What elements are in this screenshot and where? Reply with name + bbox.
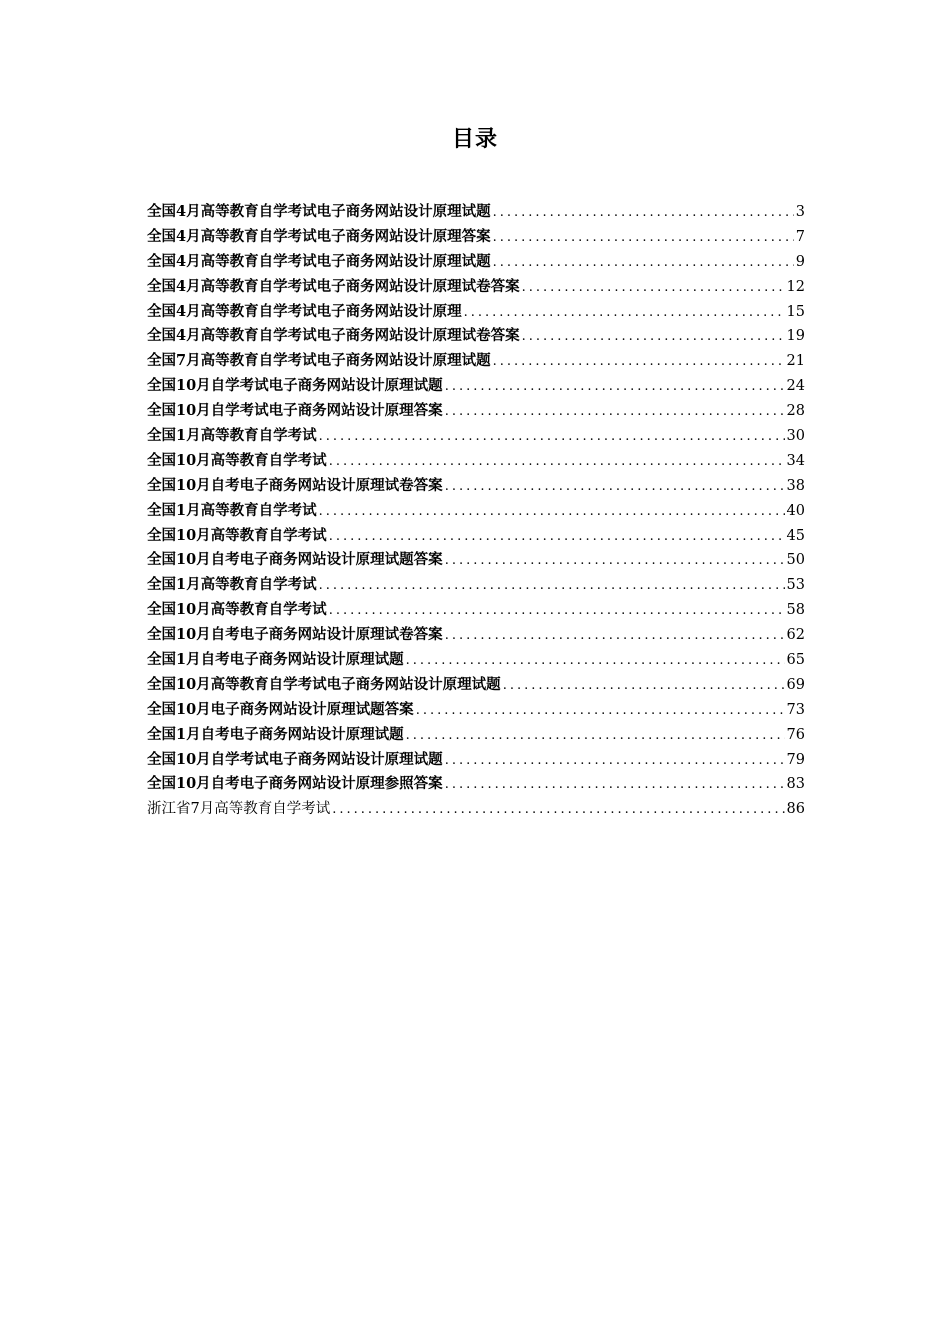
toc-entry-title[interactable]: 全国4月高等教育自学考试电子商务网站设计原理试题 [147, 252, 491, 270]
toc-page-number[interactable]: 34 [786, 452, 805, 469]
toc-entry-title[interactable]: 全国4月高等教育自学考试电子商务网站设计原理试题 [147, 203, 491, 220]
toc-dot-leader [329, 599, 785, 624]
toc-entry-title[interactable]: 浙江省7月高等教育自学考试 [147, 801, 331, 818]
toc-entry-title[interactable]: 全国1月高等教育自学考试 [147, 576, 317, 594]
table-of-contents [147, 200, 805, 822]
toc-page-number[interactable]: 83 [786, 776, 805, 793]
toc-page-number[interactable]: 9 [795, 253, 805, 270]
toc-entry-title[interactable]: 全国10月自考电子商务网站设计原理试卷答案 [147, 626, 443, 644]
toc-entry[interactable] [147, 698, 805, 723]
toc-title: 目录 [451, 127, 498, 152]
toc-entry-title[interactable]: 全国4月高等教育自学考试电子商务网站设计原理试卷答案 [147, 327, 520, 345]
toc-page-number[interactable]: 19 [786, 328, 805, 345]
toc-entry-title[interactable]: 全国1月自考电子商务网站设计原理试题 [147, 725, 404, 743]
toc-page-number[interactable]: 38 [786, 477, 805, 494]
toc-page-number[interactable]: 69 [786, 676, 805, 693]
toc-entry[interactable] [147, 324, 805, 349]
toc-entry-title[interactable]: 全国10月自学考试电子商务网站设计原理答案 [147, 402, 443, 420]
toc-page-number[interactable]: 28 [786, 403, 805, 420]
toc-entry[interactable] [147, 623, 805, 648]
toc-page-number[interactable]: 79 [786, 751, 805, 768]
toc-dot-leader [445, 624, 785, 649]
toc-page-number[interactable]: 58 [786, 602, 805, 619]
toc-entry[interactable] [147, 548, 805, 573]
toc-dot-leader [493, 251, 794, 276]
toc-page-number[interactable]: 45 [786, 527, 805, 544]
toc-page-number[interactable]: 73 [786, 701, 805, 718]
toc-page-number[interactable]: 21 [786, 353, 805, 370]
toc-page-number[interactable]: 40 [786, 502, 805, 519]
toc-dot-leader [493, 201, 794, 226]
toc-dot-leader [332, 798, 784, 823]
toc-dot-leader [445, 375, 785, 400]
toc-entry[interactable] [147, 200, 805, 225]
toc-page-number[interactable]: 7 [795, 228, 805, 245]
toc-page-number[interactable]: 53 [786, 577, 805, 594]
toc-entry[interactable] [147, 374, 805, 399]
toc-entry[interactable] [147, 474, 805, 499]
toc-dot-leader [329, 450, 785, 475]
toc-entry-title[interactable]: 全国1月高等教育自学考试 [147, 427, 317, 445]
toc-entry[interactable] [147, 648, 805, 673]
toc-dot-leader [493, 350, 785, 375]
toc-page-number[interactable]: 76 [786, 726, 805, 743]
toc-dot-leader [416, 699, 785, 724]
toc-entry[interactable] [147, 424, 805, 449]
toc-dot-leader [503, 674, 785, 699]
toc-entry[interactable] [147, 573, 805, 598]
toc-entry[interactable] [147, 399, 805, 424]
toc-entry-title[interactable]: 全国4月高等教育自学考试电子商务网站设计原理 [147, 302, 462, 320]
toc-page-number[interactable]: 62 [786, 627, 805, 644]
toc-dot-leader [329, 525, 785, 550]
toc-page-number[interactable]: 15 [786, 303, 805, 320]
toc-entry[interactable] [147, 275, 805, 300]
toc-entry-title[interactable]: 全国4月高等教育自学考试电子商务网站设计原理试卷答案 [147, 277, 520, 295]
toc-entry-title[interactable]: 全国10月电子商务网站设计原理试题答案 [147, 700, 414, 718]
toc-entry[interactable] [147, 225, 805, 250]
toc-page-number[interactable]: 86 [786, 801, 805, 818]
toc-page-number[interactable]: 50 [786, 552, 805, 569]
toc-entry[interactable] [147, 349, 805, 374]
toc-entry-title[interactable]: 全国10月自学考试电子商务网站设计原理试题 [147, 750, 443, 768]
toc-dot-leader [464, 301, 785, 326]
toc-entry[interactable] [147, 772, 805, 797]
toc-dot-leader [493, 226, 794, 251]
toc-entry[interactable] [147, 797, 805, 822]
toc-page-number[interactable]: 65 [786, 652, 805, 669]
toc-entry-title[interactable]: 全国1月高等教育自学考试 [147, 501, 317, 519]
toc-entry-title[interactable]: 全国10月高等教育自学考试 [147, 526, 327, 544]
toc-dot-leader [445, 475, 785, 500]
toc-entry-title[interactable]: 全国10月自学考试电子商务网站设计原理试题 [147, 377, 443, 395]
toc-entry-title[interactable]: 全国1月自考电子商务网站设计原理试题 [147, 651, 404, 669]
toc-entry-title[interactable]: 全国10月高等教育自学考试 [147, 451, 327, 469]
toc-entry-title[interactable]: 全国10月自考电子商务网站设计原理试题答案 [147, 551, 443, 569]
toc-page-number[interactable]: 24 [786, 378, 805, 395]
toc-dot-leader [445, 773, 785, 798]
toc-entry[interactable] [147, 723, 805, 748]
toc-entry-title[interactable]: 全国7月高等教育自学考试电子商务网站设计原理试题 [147, 352, 491, 370]
toc-dot-leader [406, 649, 785, 674]
toc-entry-title[interactable]: 全国10月高等教育自学考试电子商务网站设计原理试题 [147, 675, 501, 693]
toc-entry-title[interactable]: 全国10月自考电子商务网站设计原理参照答案 [147, 775, 443, 793]
toc-dot-leader [445, 549, 785, 574]
toc-entry[interactable] [147, 300, 805, 325]
toc-dot-leader [445, 749, 785, 774]
toc-entry[interactable] [147, 250, 805, 275]
toc-dot-leader [445, 400, 785, 425]
toc-dot-leader [319, 574, 785, 599]
toc-page-number[interactable]: 12 [786, 278, 805, 295]
toc-dot-leader [319, 500, 785, 525]
toc-entry[interactable] [147, 748, 805, 773]
toc-page-number[interactable]: 3 [795, 204, 805, 220]
toc-entry[interactable] [147, 598, 805, 623]
toc-entry[interactable] [147, 524, 805, 549]
toc-entry[interactable] [147, 499, 805, 524]
toc-dot-leader [522, 325, 785, 350]
toc-dot-leader [406, 724, 785, 749]
toc-page-number[interactable]: 30 [786, 428, 805, 445]
toc-entry[interactable] [147, 449, 805, 474]
toc-entry[interactable] [147, 673, 805, 698]
toc-dot-leader [319, 425, 785, 450]
toc-entry-title[interactable]: 全国10月高等教育自学考试 [147, 601, 327, 619]
toc-entry-title[interactable]: 全国4月高等教育自学考试电子商务网站设计原理答案 [147, 227, 491, 245]
toc-dot-leader [522, 276, 785, 301]
toc-entry-title[interactable]: 全国10月自考电子商务网站设计原理试卷答案 [147, 476, 443, 494]
